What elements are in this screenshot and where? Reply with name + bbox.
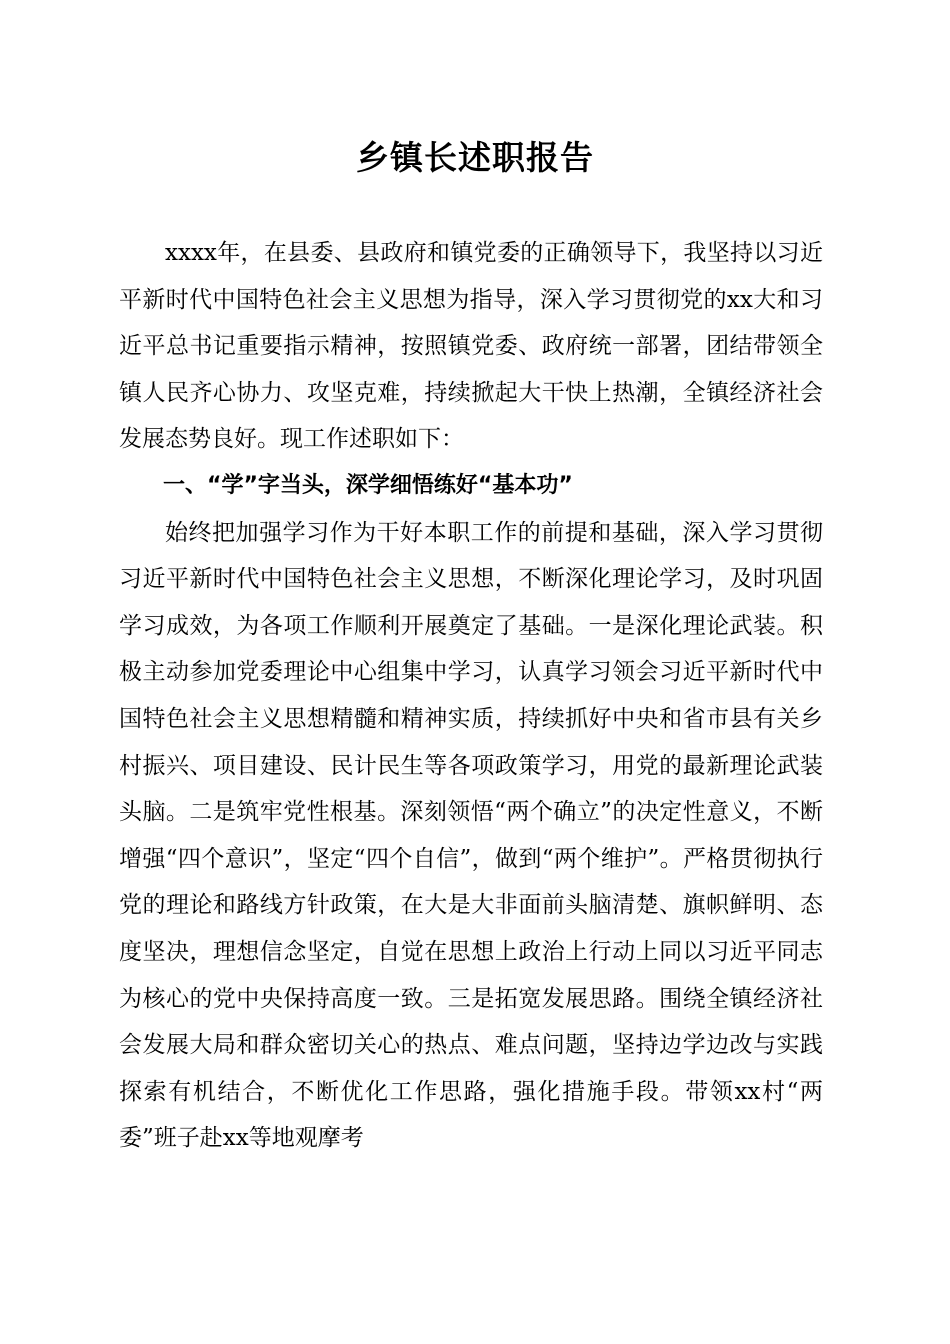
document-body [119,230,823,1162]
section-1-heading: 一、“学”字当头，深学细悟练好“基本功” [163,472,573,498]
section-1-paragraph: 始终把加强学习作为干好本职工作的前提和基础，深入学习贯彻习近平新时代中国特色社会主义思想，不断深化理论学习，及时巩固学习成效，为各项工作顺利开展奠定了基础。一是深化理论武装。积极主动参加党委理论中心组集中学习，认真学习领会习近平新时代中国特色社会主义思想精髓和精神实质，持续抓好中央和省市县有关乡村振兴、项目建设、民计民生等各项政策学习，用党的最新理论武装头脑。二是筑牢党性根基。深刻领悟“两个确立”的决定性意义，不断增强“四个意识”，坚定“四个自信”，做到“两个维护”。严格贯彻执行党的理论和路线方针政策，在大是大非面前头脑清楚、旗帜鲜明、态度坚决，理想信念坚定，自觉在思想上政治上行动上同以习近平同志为核心的党中央保持高度一致。三是拓宽发展思路。围绕全镇经济社会发展大局和群众密切关心的热点、难点问题，坚持边学边改与实践探索有机结合，不断优化工作思路，强化措施手段。带领xx村“两委”班子赴xx等地观摩考 [119,519,823,1152]
document-title: 乡镇长述职报告 [356,138,594,177]
intro-paragraph: xxxx年，在县委、县政府和镇党委的正确领导下，我坚持以习近平新时代中国特色社会主义思想为指导，深入学习贯彻党的xx大和习近平总书记重要指示精神，按照镇党委、政府统一部署，团结带领全镇人民齐心协力、攻坚克难，持续掀起大干快上热潮，全镇经济社会发展态势良好。现工作述职如下： [119,240,823,453]
